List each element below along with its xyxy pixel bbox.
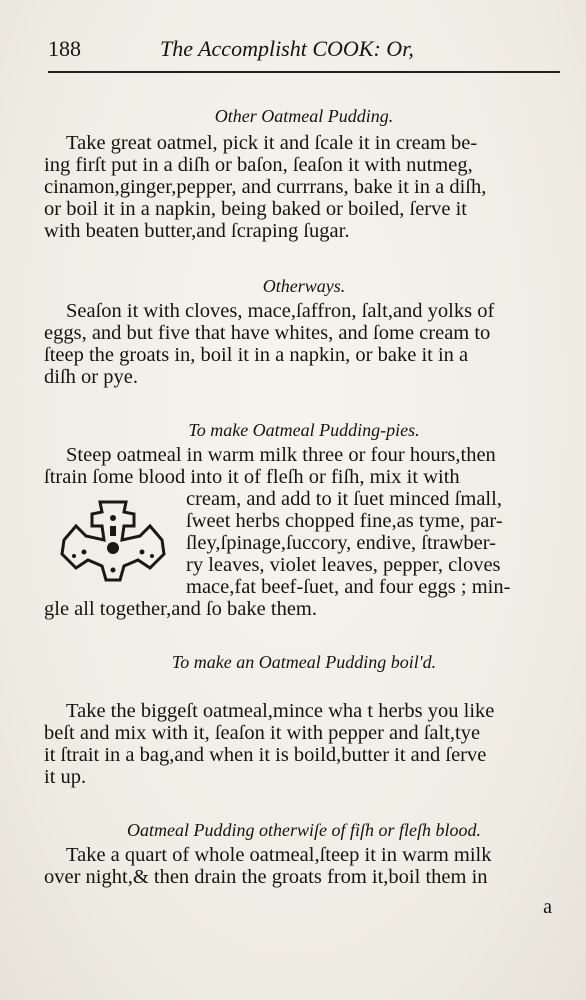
text-line: eggs, and but five that have whites, and ſome cream to bbox=[44, 322, 491, 344]
text-line: Steep oatmeal in warm milk three or four hours,then bbox=[66, 444, 496, 466]
recipe-title: To make Oatmeal Pudding-pies. bbox=[188, 420, 420, 440]
text-line: Take a quart of whole oatmeal,ſteep it in warm milk bbox=[66, 844, 492, 866]
text-line: ing firſt put in a diſh or baſon, ſeaſon it with nutmeg, bbox=[44, 154, 473, 176]
header-rule bbox=[48, 71, 560, 73]
text-line: it up. bbox=[44, 766, 87, 788]
recipe-title: Other Oatmeal Pudding. bbox=[214, 106, 394, 126]
text-line: mace,fat beef-ſuet, and four eggs ; min- bbox=[186, 576, 511, 598]
recipe-body bbox=[44, 844, 564, 888]
recipe-body bbox=[44, 300, 564, 388]
printers-ornament-icon bbox=[54, 496, 172, 586]
text-line: ry leaves, violet leaves, pepper, cloves bbox=[186, 554, 501, 576]
text-line: diſh or pye. bbox=[44, 366, 138, 388]
page-header bbox=[48, 36, 558, 72]
text-line: beſt and mix with it, ſeaſon it with pepper and ſalt,tye bbox=[44, 722, 481, 744]
recipe-body bbox=[44, 132, 564, 242]
text-line: or boil it in a napkin, being baked or boiled, ſerve it bbox=[44, 198, 467, 220]
text-line: it ſtrait in a bag,and when it is boild,butter it and ſerve bbox=[44, 744, 487, 766]
text-line: Take great oatmel, pick it and ſcale it in cream be- bbox=[66, 132, 478, 154]
text-line: gle all together,and ſo bake them. bbox=[44, 598, 317, 620]
text-line: cream, and add to it ſuet minced ſmall, bbox=[186, 488, 502, 510]
recipe-title: To make an Oatmeal Pudding boil'd. bbox=[171, 652, 437, 672]
recipe-title: Oatmeal Pudding otherwiſe of fiſh or fleſh blood. bbox=[127, 820, 481, 840]
text-line: Seaſon it with cloves, mace,ſaffron, ſalt,and yolks of bbox=[66, 300, 495, 322]
recipe-oatmeal-pudding-otherwise bbox=[44, 818, 564, 888]
text-line: ſweet herbs chopped fine,as tyme, par- bbox=[186, 510, 503, 532]
text-line: ſley,ſpinage,ſuccory, endive, ſtrawber- bbox=[186, 532, 496, 554]
running-head: The Accomplisht COOK: Or, bbox=[160, 36, 414, 61]
text-line: with beaten butter,and ſcraping ſugar. bbox=[44, 220, 350, 242]
text-line: ſteep the groats in, boil it in a napkin, or bake it in a bbox=[44, 344, 469, 366]
recipe-otherways bbox=[44, 274, 564, 388]
text-line: Take the biggeſt oatmeal,mince wha t herbs you like bbox=[66, 700, 495, 722]
text-line: cinamon,ginger,pepper, and currrans, bake it in a diſh, bbox=[44, 176, 487, 198]
recipe-other-oatmeal-pudding bbox=[44, 104, 564, 242]
recipe-oatmeal-pudding-boiled bbox=[44, 650, 564, 788]
recipe-title: Otherways. bbox=[262, 276, 346, 296]
page-number: 188 bbox=[48, 36, 81, 61]
text-line: over night,& then drain the groats from it,boil them in bbox=[44, 866, 488, 888]
recipe-body bbox=[44, 700, 564, 788]
catchword: a bbox=[543, 896, 552, 918]
text-line: ſtrain ſome blood into it of fleſh or fiſh, mix it with bbox=[44, 466, 460, 488]
